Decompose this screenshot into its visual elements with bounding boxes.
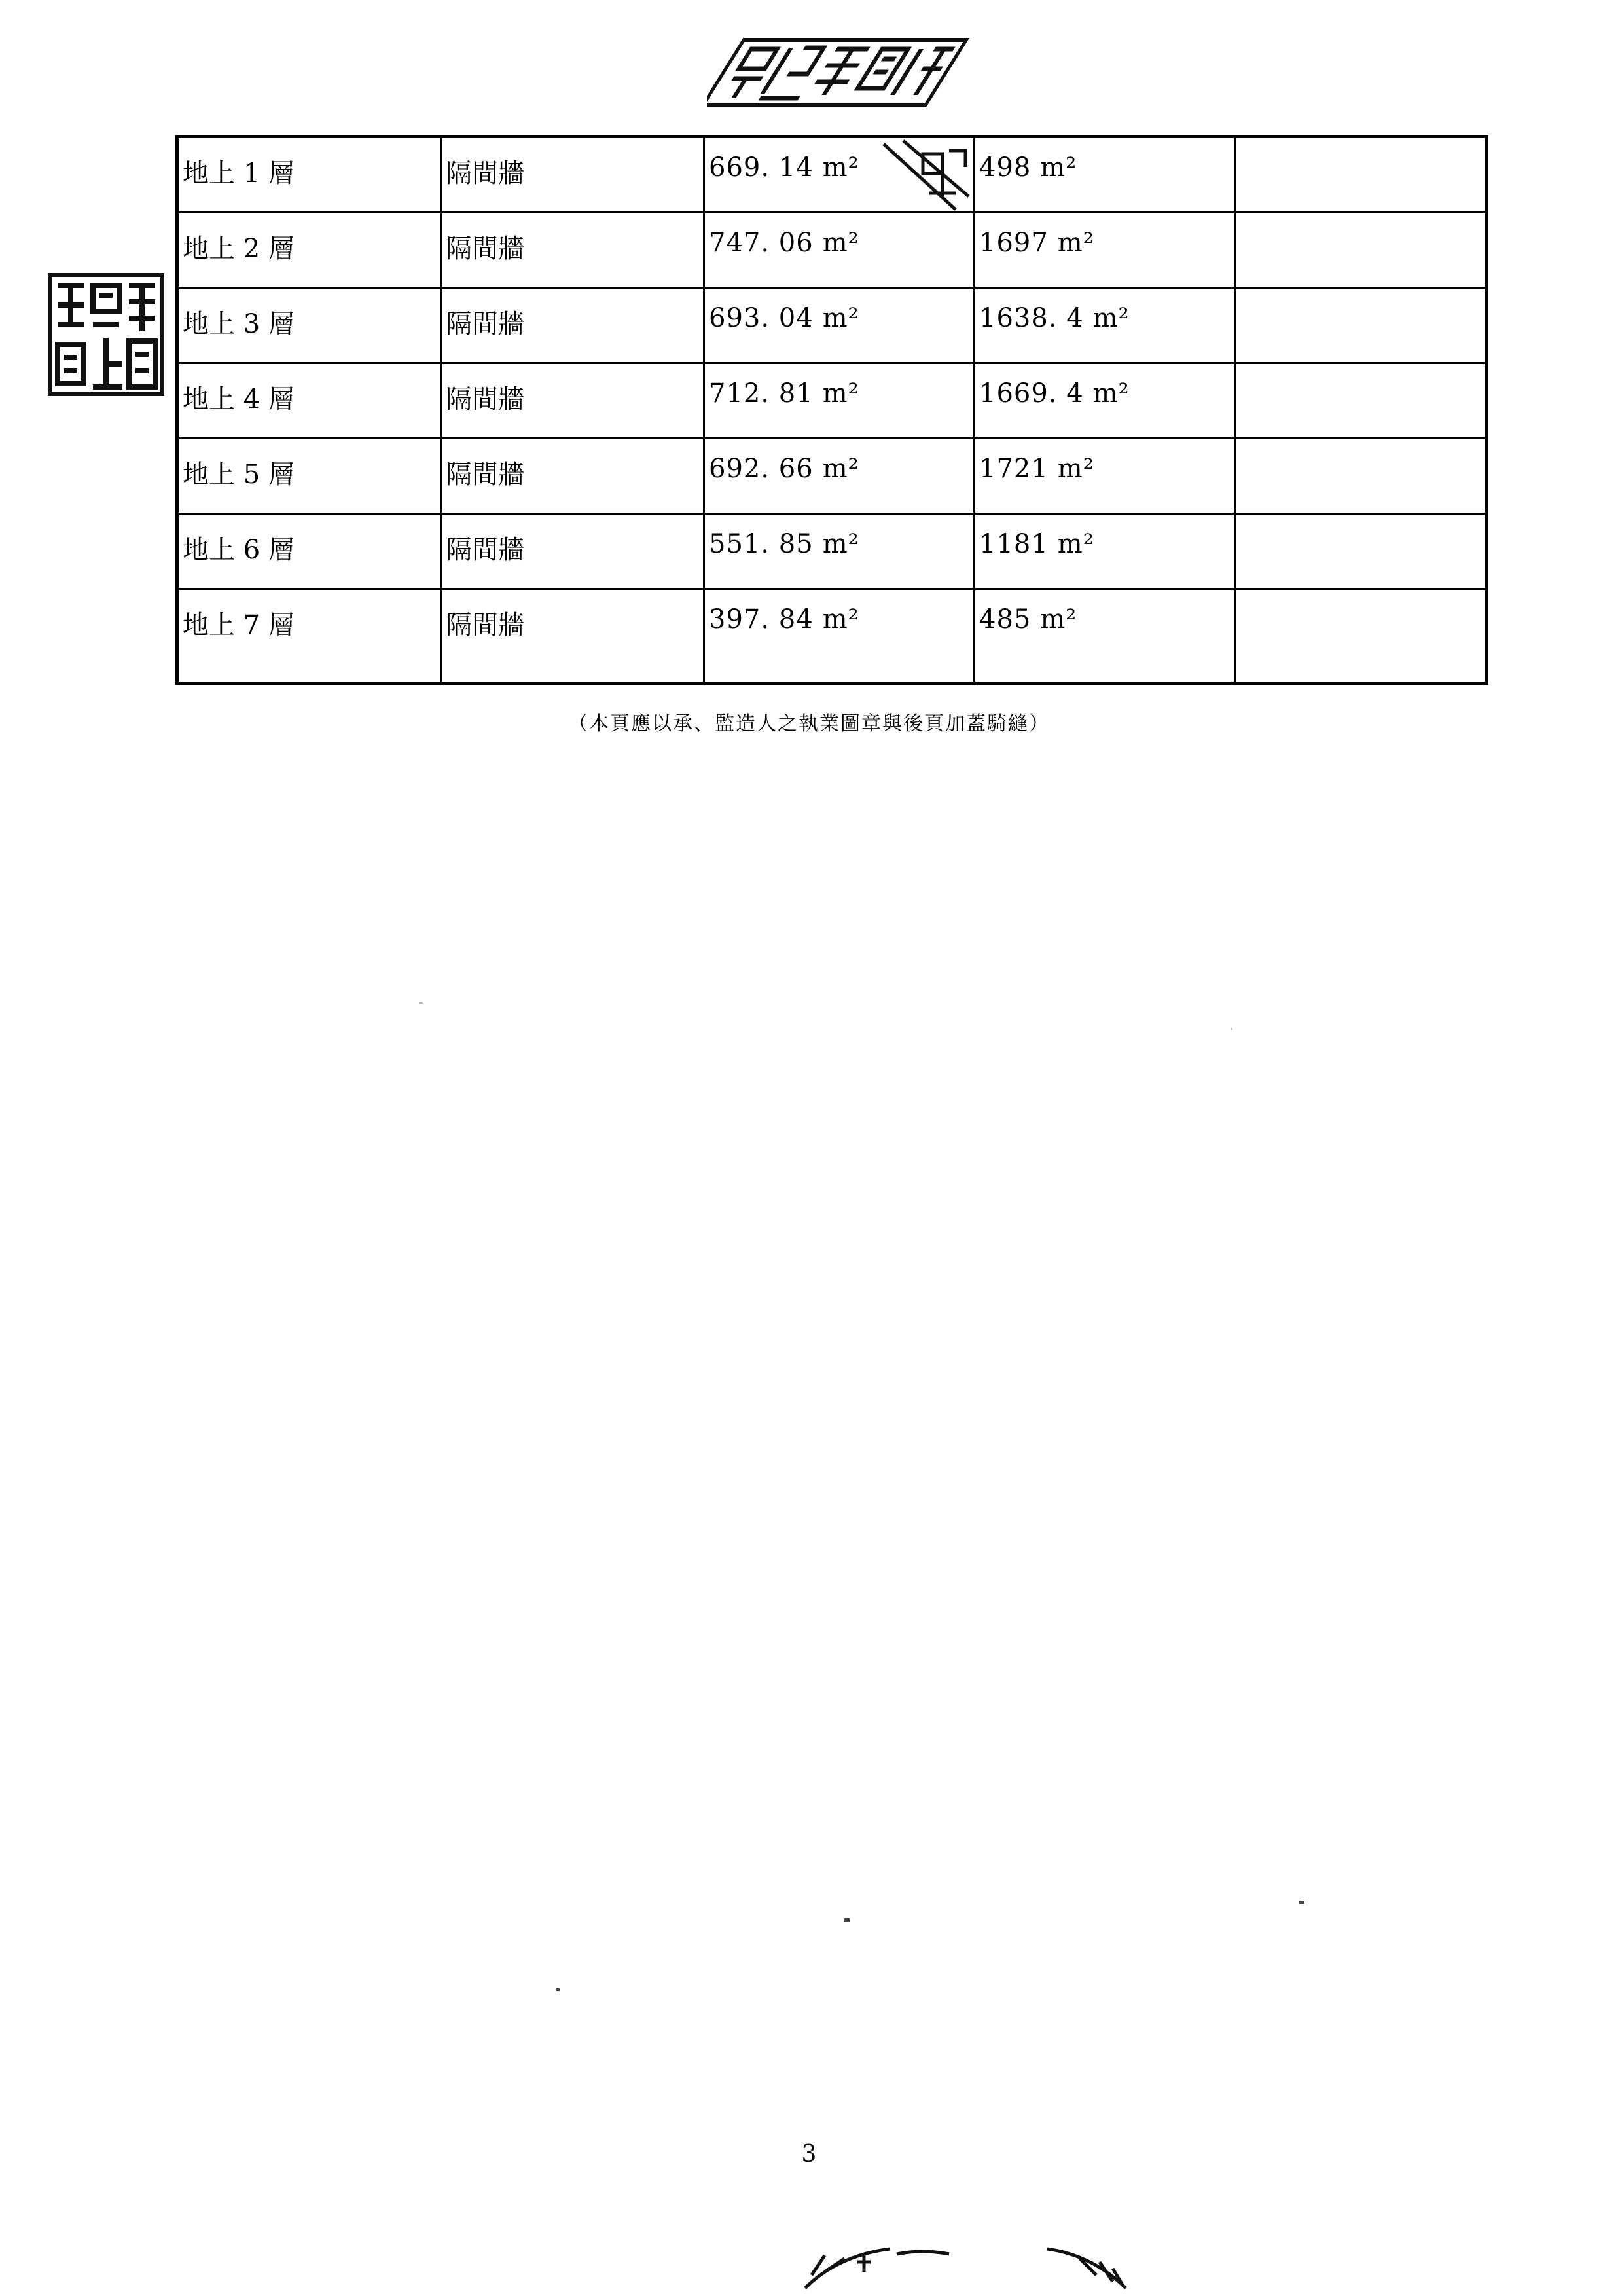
area-b-cell [975, 213, 1236, 287]
area-a-value: 669. 14 [709, 153, 814, 183]
bottom-seal-icon [799, 2223, 1139, 2296]
area-a-value: 712. 81 [709, 378, 814, 409]
floor-cell [179, 439, 442, 513]
note-cell [1236, 590, 1488, 682]
table-row [179, 439, 1485, 515]
area-b-unit: m² [1040, 604, 1077, 634]
area-b-value: 1697 [979, 228, 1049, 258]
floor-cell [179, 289, 442, 362]
type-cell [442, 289, 705, 362]
type-cell [442, 138, 705, 211]
note-cell [1236, 515, 1488, 588]
area-a-cell [705, 289, 975, 362]
type-label: 隔間牆 [446, 610, 524, 640]
table-row [179, 138, 1485, 213]
area-a-unit: m² [822, 228, 859, 258]
area-b-value: 498 [979, 153, 1032, 183]
area-b-value: 485 [979, 604, 1032, 634]
area-a-cell [705, 138, 975, 211]
left-seal-icon [47, 272, 165, 397]
area-a-cell [705, 213, 975, 287]
floor-label: 地上 2 層 [183, 234, 295, 264]
floor-cell [179, 515, 442, 588]
area-a-cell [705, 439, 975, 513]
note-cell [1236, 439, 1488, 513]
page-number: 3 [801, 2141, 817, 2168]
note-cell [1236, 289, 1488, 362]
area-a-unit: m² [822, 529, 859, 559]
area-b-unit: m² [1092, 303, 1130, 333]
floor-cell [179, 590, 442, 682]
area-b-cell [975, 439, 1236, 513]
table-row [179, 213, 1485, 289]
type-label: 隔間牆 [446, 384, 524, 414]
scan-speck [1231, 1028, 1232, 1030]
table-row [179, 590, 1485, 682]
note-cell [1236, 364, 1488, 437]
area-b-value: 1638. 4 [979, 303, 1084, 333]
area-a-cell [705, 364, 975, 437]
area-a-unit: m² [822, 604, 859, 634]
area-a-value: 397. 84 [709, 604, 814, 634]
area-a-unit: m² [822, 454, 859, 484]
area-a-unit: m² [822, 303, 859, 333]
type-label: 隔間牆 [446, 309, 524, 339]
note-cell [1236, 213, 1488, 287]
area-b-cell [975, 590, 1236, 682]
type-label: 隔間牆 [446, 234, 524, 264]
area-b-unit: m² [1057, 454, 1094, 484]
area-a-unit: m² [822, 153, 859, 183]
area-a-cell [705, 590, 975, 682]
area-a-cell [705, 515, 975, 588]
floor-cell [179, 213, 442, 287]
area-a-value: 551. 85 [709, 529, 814, 559]
floor-label: 地上 3 層 [183, 309, 295, 339]
type-label: 隔間牆 [446, 535, 524, 565]
type-cell [442, 364, 705, 437]
area-b-unit: m² [1040, 153, 1077, 183]
note-cell [1236, 138, 1488, 211]
area-b-unit: m² [1057, 529, 1094, 559]
table-row [179, 289, 1485, 364]
type-label: 隔間牆 [446, 460, 524, 490]
floor-label: 地上 7 層 [183, 610, 295, 640]
type-cell [442, 590, 705, 682]
type-cell [442, 439, 705, 513]
floor-cell [179, 364, 442, 437]
floor-cell [179, 138, 442, 211]
area-a-value: 692. 66 [709, 454, 814, 484]
area-b-value: 1181 [979, 529, 1049, 559]
footnote: （本頁應以承、監造人之執業圖章與後頁加蓋騎縫） [568, 712, 1050, 735]
area-b-unit: m² [1092, 378, 1130, 409]
type-label: 隔間牆 [446, 158, 524, 189]
area-b-cell [975, 515, 1236, 588]
floor-label: 地上 1 層 [183, 158, 295, 189]
area-b-unit: m² [1057, 228, 1094, 258]
scan-speck [1299, 1901, 1304, 1904]
floor-label: 地上 6 層 [183, 535, 295, 565]
type-cell [442, 515, 705, 588]
type-cell [442, 213, 705, 287]
scan-speck [556, 1988, 560, 1991]
area-b-cell [975, 138, 1236, 211]
area-a-value: 747. 06 [709, 228, 814, 258]
table-row [179, 364, 1485, 439]
floor-label: 地上 5 層 [183, 460, 295, 490]
floor-area-table [175, 135, 1488, 685]
area-b-cell [975, 364, 1236, 437]
top-seal-icon [707, 36, 995, 115]
scan-speck [844, 1918, 850, 1922]
area-b-value: 1721 [979, 454, 1049, 484]
floor-label: 地上 4 層 [183, 384, 295, 414]
area-a-unit: m² [822, 378, 859, 409]
area-b-value: 1669. 4 [979, 378, 1084, 409]
area-b-cell [975, 289, 1236, 362]
table-row [179, 515, 1485, 590]
scan-speck [419, 1002, 423, 1004]
area-a-value: 693. 04 [709, 303, 814, 333]
